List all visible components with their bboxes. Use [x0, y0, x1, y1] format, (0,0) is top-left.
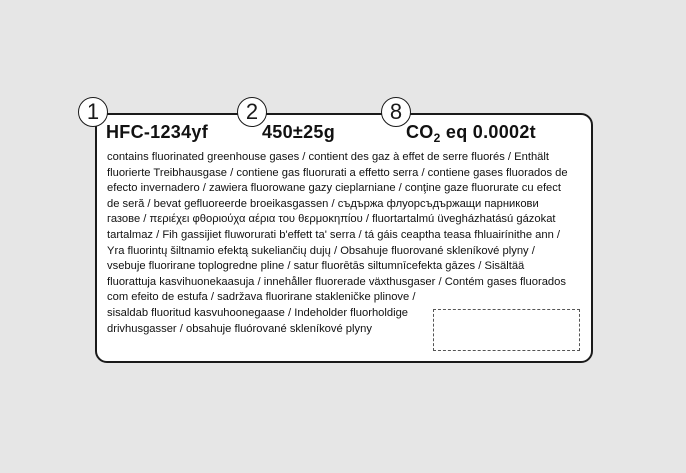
callout-2: 2	[237, 97, 267, 127]
gas-type: HFC-1234yf	[106, 122, 209, 142]
callout-1: 1	[78, 97, 108, 127]
text-line: Yra fluorintų šiltnamio efektą sukeliančių dujų / Obsahuje fluorované skleníkové plyny /	[107, 244, 535, 257]
text-line: газове / περιέχει φθοριούχα αέρια του θερμοκηπίου / fluortartalmú üvegházhatású gázokat	[107, 213, 556, 226]
text-line: sisaldab fluoritud kasvuhoonegaase / Indeholder fluorholdige	[107, 306, 409, 319]
co2-subscript: 2	[433, 131, 441, 145]
text-line: fluorattuja kasvihuonekaasuja / innehåller fluorerade växthusgaser / Contém gases fluorados	[107, 275, 566, 288]
text-line: drivhusgasser / obsahuje fluórované skleníkové plyny	[107, 322, 372, 335]
text-line: tartalmaz / Fih gassijiet fluworurati b'effett ta' serra / tá gáis ceaptha teasa fhluairínithe ann /	[107, 228, 561, 241]
charge-weight: 450±25g	[262, 122, 336, 142]
text-line: vsebuje fluorirane toplogredne pline / satur fluorētās siltumnīcefekta gāzes / Sisältää	[107, 260, 525, 273]
text-line: de seră / bevat gefluoreerde broeikasgassen / съдържа флуорсъдържащи парникови	[107, 197, 539, 210]
text-line: efecto invernadero / zawiera fluorowane gazy cieplarniane / conţine gaze fluorurate cu efect	[107, 182, 561, 195]
co2-equivalent	[406, 122, 536, 145]
blank-dashed-box	[433, 309, 580, 351]
text-line: com efeito de estufa / sadržava fluorirane stakleničke plinove /	[107, 291, 416, 304]
callout-8: 8	[381, 97, 411, 127]
text-line: contains fluorinated greenhouse gases / contient des gaz à effet de serre fluorés / Enthält	[107, 151, 549, 163]
co2-value: eq 0.0002t	[440, 122, 536, 142]
text-line: fluorierte Treibhausgase / contiene gas fluorurati a effetto serra / contiene gases fluorados de	[107, 166, 568, 179]
co2-prefix: CO	[406, 122, 434, 142]
